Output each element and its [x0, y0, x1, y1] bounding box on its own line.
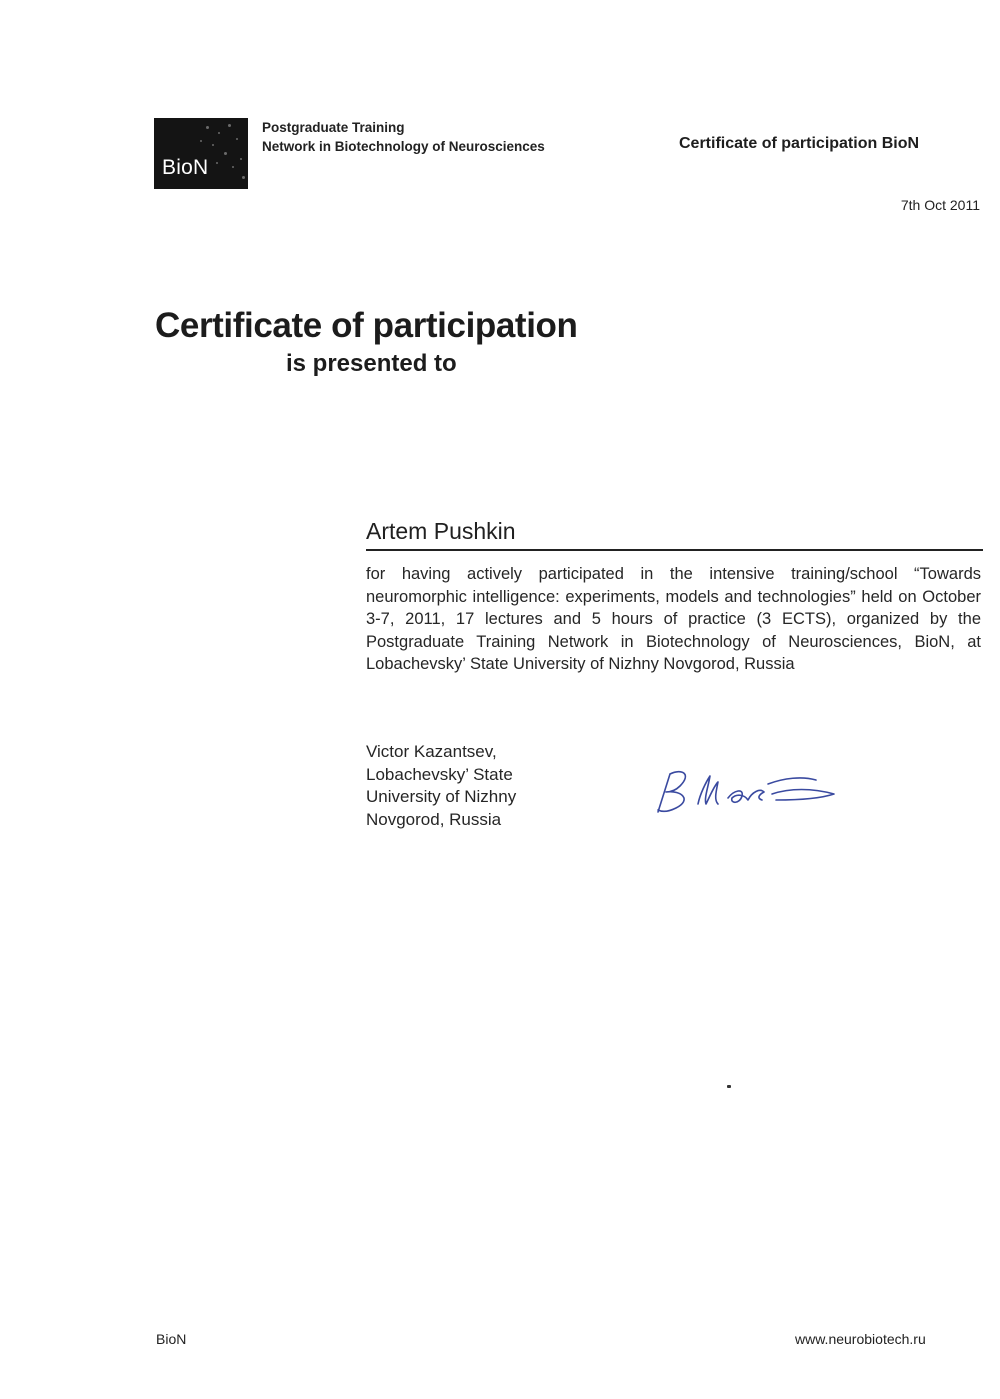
recipient-underline: [366, 549, 983, 551]
ink-dot: [727, 1085, 731, 1088]
certificate-title: Certificate of participation: [155, 306, 578, 345]
signer-affiliation-2: University of Nizhny: [366, 787, 517, 807]
footer-website: www.neurobiotech.ru: [795, 1331, 926, 1347]
signer-affiliation-3: Novgorod, Russia: [366, 809, 502, 829]
issue-date: 7th Oct 2011: [900, 197, 980, 213]
org-line-2: Network in Biotechnology of Neurosciences: [262, 139, 545, 154]
header-title: Certificate of participation BioN: [679, 135, 920, 152]
certificate-body: for having actively participated in the intensive training/school “Towards neuromorphic intelligence: experiments, models and technologies” held on October 3-7, 2011, 17 lectures and 5 hours of practice (3 ECTS), organized by the Postgraduate Training Network in Biotechnology of Neurosciences, BioN, at Lobachevsky’ State University of Nizhny Novgorod, Russia: [366, 565, 981, 674]
org-line-1: Postgraduate Training: [262, 120, 405, 135]
signer-block: [366, 741, 516, 831]
logo-text: BioN: [162, 156, 209, 179]
footer-org: BioN: [156, 1331, 187, 1347]
signer-affiliation-1: Lobachevsky’ State: [366, 764, 513, 784]
signer-name: Victor Kazantsev,: [366, 742, 497, 761]
organization-name: [262, 118, 545, 156]
certificate-subtitle: is presented to: [286, 350, 457, 377]
handwritten-signature: [652, 764, 838, 820]
bion-logo: [154, 118, 248, 189]
recipient-name: Artem Pushkin: [366, 518, 516, 544]
